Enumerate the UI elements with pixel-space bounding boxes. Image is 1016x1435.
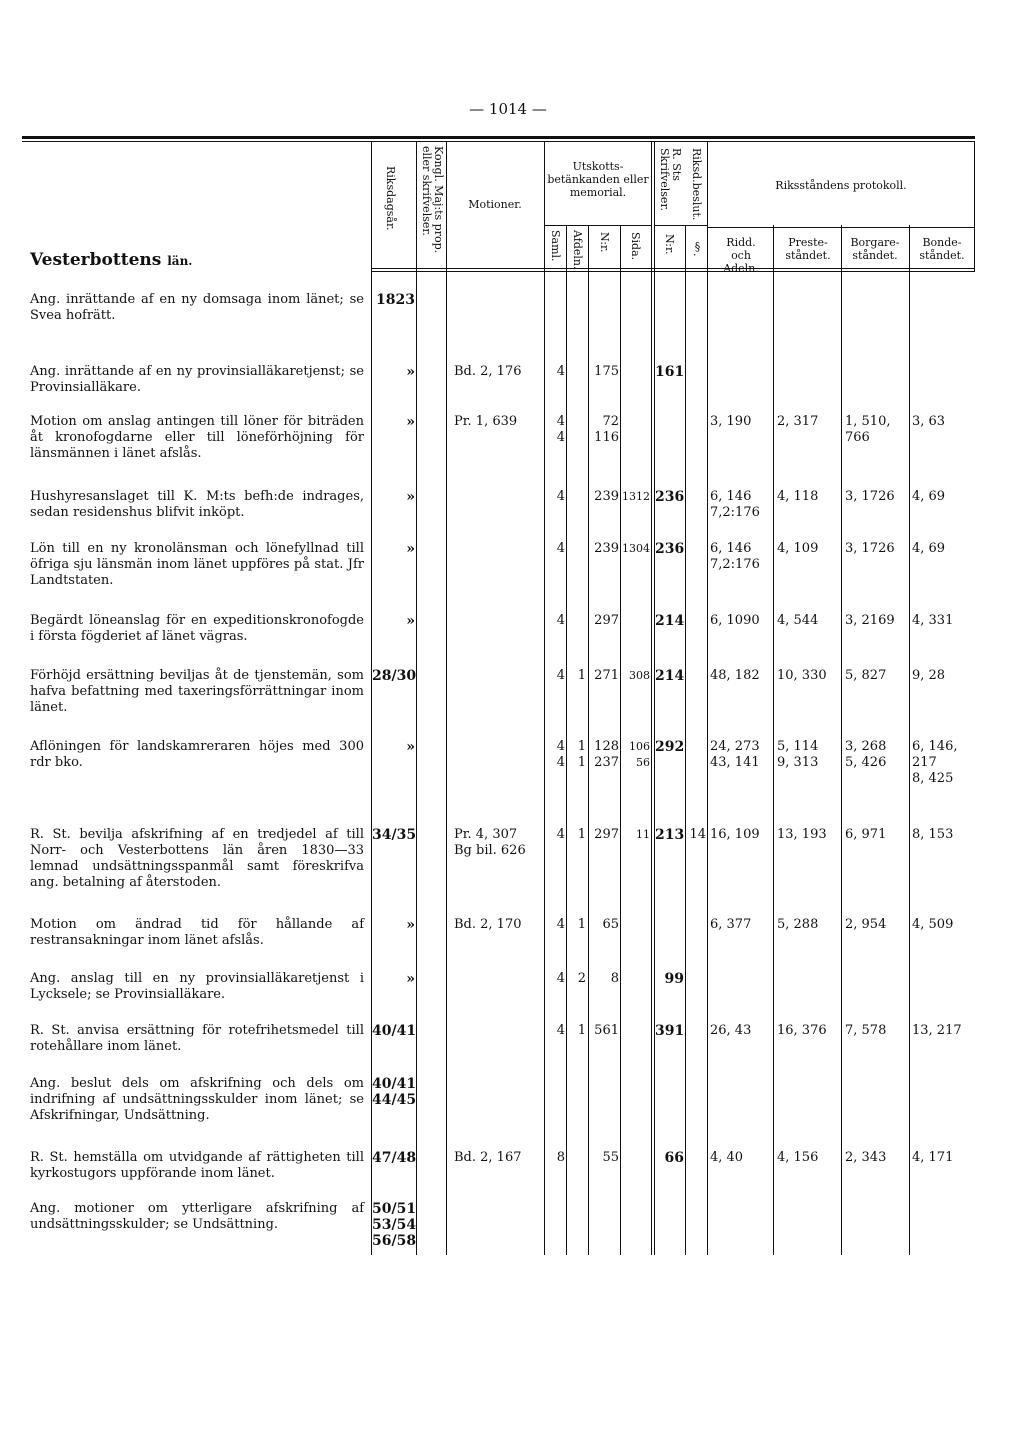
cell-bonde: 4, 171 xyxy=(912,1150,954,1165)
header-saml: Saml. xyxy=(549,230,562,262)
subheader-rule xyxy=(654,225,707,226)
col-line xyxy=(446,142,447,1255)
cell-preste: 4, 156 xyxy=(777,1150,819,1165)
section-suffix: län. xyxy=(167,254,193,268)
cell-preste: 10, 330 xyxy=(777,668,827,683)
cell-sida: 1312 xyxy=(622,490,650,503)
cell-ridd: 6, 146 7,2:176 xyxy=(710,541,760,572)
col-line xyxy=(707,142,708,1255)
cell-sida: 1304 xyxy=(622,542,650,555)
cell-nr: 297 xyxy=(594,613,619,628)
header-bottom-rule xyxy=(371,268,975,269)
cell-nr: 128 237 xyxy=(594,739,619,770)
cell-year: » xyxy=(406,364,415,380)
cell-bonde: 9, 28 xyxy=(912,668,946,683)
header-sida: Sida. xyxy=(629,232,642,261)
cell-saml: 4 xyxy=(556,489,565,504)
cell-saml: 4 xyxy=(556,971,565,986)
cell-rsts: 236 xyxy=(655,489,685,505)
row-description: R. St. bevilja afskrifning af en tredjedel af till Norr- och Vesterbottens län åren 1830—33 lemnad undsättningsspanmål samt föreskrifva ang. betalning af återstoden. xyxy=(30,827,364,890)
cell-bonde: 13, 217 xyxy=(912,1023,962,1038)
cell-ridd: 26, 43 xyxy=(710,1023,752,1038)
cell-afd: 1 1 xyxy=(577,739,586,770)
cell-preste: 5, 288 xyxy=(777,917,819,932)
cell-nr: 561 xyxy=(594,1023,619,1038)
subheader-rule xyxy=(707,227,975,228)
header-rsts-nr: N:r. xyxy=(663,234,676,255)
row-description: R. St. anvisa ersättning för rotefrihetsmedel till rotehållare inom länet. xyxy=(30,1023,364,1054)
cell-sida: 11 xyxy=(636,828,650,841)
cell-borgare: 7, 578 xyxy=(845,1023,887,1038)
cell-saml: 4 4 xyxy=(556,414,565,445)
cell-bonde: 8, 153 xyxy=(912,827,954,842)
header-rsts: R. Sts Skrifvelser. xyxy=(658,148,683,211)
subheader-rule xyxy=(544,225,651,226)
top-rule-thick xyxy=(22,136,975,139)
cell-saml: 4 xyxy=(556,364,565,379)
cell-preste: 16, 376 xyxy=(777,1023,827,1038)
header-riksdagsar: Riksdagsår. xyxy=(384,166,397,231)
page-number: — 1014 — xyxy=(469,100,547,118)
cell-nr: 55 xyxy=(602,1150,619,1165)
cell-bonde: 4, 69 xyxy=(912,489,946,504)
cell-nr: 297 xyxy=(594,827,619,842)
cell-afd: 1 xyxy=(577,917,586,932)
cell-year: 34/35 xyxy=(372,827,417,843)
cell-preste: 4, 544 xyxy=(777,613,819,628)
col-line xyxy=(654,142,655,1255)
header-ridd: Ridd. och Adeln. xyxy=(723,236,759,275)
header-nr: N:r. xyxy=(598,232,611,253)
cell-motion: Bd. 2, 176 xyxy=(454,364,522,379)
cell-ridd: 24, 273 43, 141 xyxy=(710,739,760,770)
cell-afd: 1 xyxy=(577,668,586,683)
header-paragraph: §. xyxy=(691,240,704,257)
cell-bonde: 4, 331 xyxy=(912,613,954,628)
cell-year: » xyxy=(406,971,415,987)
col-line xyxy=(651,142,652,1255)
cell-preste: 13, 193 xyxy=(777,827,827,842)
row-description: Ang. motioner om ytterligare afskrifning af undsättningsskulder; se Undsättning. xyxy=(30,1201,364,1232)
cell-rsts: 66 xyxy=(664,1150,684,1166)
cell-sida: 308 xyxy=(629,669,650,682)
header-riksd-beslut: Riksd.beslut. xyxy=(690,148,703,221)
col-line xyxy=(909,225,910,1255)
row-description: Ang. beslut dels om afskrifning och dels om indrifning af undsättningsskulder inom länet; se Afskrifningar, Undsättning. xyxy=(30,1076,364,1123)
cell-preste: 5, 114 9, 313 xyxy=(777,739,819,770)
row-description: Ang. inrättande af en ny provinsialläkaretjenst; se Provinsialläkare. xyxy=(30,364,364,395)
cell-afd: 1 xyxy=(577,827,586,842)
cell-borgare: 3, 2169 xyxy=(845,613,895,628)
cell-year: 50/51 53/54 56/58 xyxy=(372,1201,417,1249)
cell-rsts: 213 xyxy=(655,827,685,843)
cell-rsts: 236 xyxy=(655,541,685,557)
cell-rsts: 292 xyxy=(655,739,685,755)
cell-nr: 239 xyxy=(594,489,619,504)
cell-year: » xyxy=(406,414,415,430)
row-description: Hushyresanslaget till K. M:ts befh:de indrages, sedan residenshus blifvit inköpt. xyxy=(30,489,364,520)
cell-nr: 8 xyxy=(610,971,619,986)
cell-bonde: 3, 63 xyxy=(912,414,946,429)
cell-saml: 4 4 xyxy=(556,739,565,770)
cell-borgare: 3, 1726 xyxy=(845,489,895,504)
col-line xyxy=(544,142,545,1255)
cell-afd: 2 xyxy=(577,971,586,986)
cell-ridd: 4, 40 xyxy=(710,1150,744,1165)
section-name: Vesterbottens xyxy=(30,250,162,270)
cell-saml: 4 xyxy=(556,668,565,683)
cell-borgare: 1, 510, 766 xyxy=(845,414,891,445)
cell-year: 40/41 44/45 xyxy=(372,1076,417,1108)
header-motioner: Motioner. xyxy=(468,198,522,211)
cell-borgare: 6, 971 xyxy=(845,827,887,842)
cell-borgare: 5, 827 xyxy=(845,668,887,683)
cell-year: 47/48 xyxy=(372,1150,417,1166)
header-preste: Preste- ståndet. xyxy=(785,236,831,262)
cell-motion: Bd. 2, 167 xyxy=(454,1150,522,1165)
header-bottom-rule xyxy=(371,271,975,272)
row-description: Ang. inrättande af en ny domsaga inom länet; se Svea hofrätt. xyxy=(30,292,364,323)
cell-nr: 65 xyxy=(602,917,619,932)
cell-year: 40/41 xyxy=(372,1023,417,1039)
cell-saml: 4 xyxy=(556,613,565,628)
row-description: Motion om anslag antingen till löner för biträden åt kronofogdarne eller till löneförhöjning för länsmännen i länet afslås. xyxy=(30,414,364,461)
col-line xyxy=(841,225,842,1255)
cell-motion: Pr. 4, 307 Bg bil. 626 xyxy=(454,827,526,858)
cell-year: » xyxy=(406,489,415,505)
col-line xyxy=(773,225,774,1255)
header-kongl: Kongl. Maj:ts prop. eller skrifvelser. xyxy=(420,146,445,254)
cell-ridd: 6, 1090 xyxy=(710,613,760,628)
cell-ridd: 16, 109 xyxy=(710,827,760,842)
cell-preste: 4, 118 xyxy=(777,489,819,504)
cell-bonde: 6, 146, 217 8, 425 xyxy=(912,739,958,786)
cell-rsts: 99 xyxy=(664,971,684,987)
col-line xyxy=(685,225,686,1255)
header-protokoll: Riksståndens protokoll. xyxy=(775,179,907,192)
cell-bonde: 4, 69 xyxy=(912,541,946,556)
cell-borgare: 3, 1726 xyxy=(845,541,895,556)
cell-bonde: 4, 509 xyxy=(912,917,954,932)
section-title xyxy=(30,250,193,270)
cell-year: » xyxy=(406,613,415,629)
row-description: Lön till en ny kronolänsman och lönefyllnad till öfriga sju länsmän inom länet uppföres på stat. Jfr Landtstaten. xyxy=(30,541,364,588)
cell-year: » xyxy=(406,739,415,755)
row-description: Förhöjd ersättning beviljas åt de tjenstemän, som hafva befattning med taxeringsförrättningar inom länet. xyxy=(30,668,364,715)
cell-nr: 239 xyxy=(594,541,619,556)
cell-year: 1823 xyxy=(376,292,415,308)
cell-nr: 72 116 xyxy=(594,414,619,445)
cell-preste: 4, 109 xyxy=(777,541,819,556)
cell-preste: 2, 317 xyxy=(777,414,819,429)
row-description: Ang. anslag till en ny provinsialläkaretjenst i Lycksele; se Provinsialläkare. xyxy=(30,971,364,1002)
header-utskotts: Utskotts- betänkanden eller memorial. xyxy=(547,160,649,199)
row-description: Motion om ändrad tid för hållande af restransakningar inom länet afslås. xyxy=(30,917,364,948)
cell-motion: Bd. 2, 170 xyxy=(454,917,522,932)
cell-ridd: 6, 146 7,2:176 xyxy=(710,489,760,520)
col-line xyxy=(974,142,975,272)
cell-motion: Pr. 1, 639 xyxy=(454,414,518,429)
cell-rsts: 391 xyxy=(655,1023,685,1039)
cell-borgare: 3, 268 5, 426 xyxy=(845,739,887,770)
cell-sida: 106 56 xyxy=(629,740,650,769)
cell-nr: 271 xyxy=(594,668,619,683)
header-bonde: Bonde- ståndet. xyxy=(919,236,965,262)
cell-borgare: 2, 343 xyxy=(845,1150,887,1165)
cell-saml: 4 xyxy=(556,1023,565,1038)
col-line xyxy=(416,142,417,1255)
row-description: Aflöningen för landskamreraren höjes med 300 rdr bko. xyxy=(30,739,364,770)
cell-year: » xyxy=(406,541,415,557)
cell-year: » xyxy=(406,917,415,933)
cell-rsts: 214 xyxy=(655,668,685,684)
cell-ridd: 6, 377 xyxy=(710,917,752,932)
cell-saml: 4 xyxy=(556,917,565,932)
row-description: R. St. hemställa om utvidgande af rättigheten till kyrkostugors uppförande inom länet. xyxy=(30,1150,364,1181)
cell-saml: 8 xyxy=(556,1150,565,1165)
cell-rsts: 161 xyxy=(655,364,685,380)
cell-afd: 1 xyxy=(577,1023,586,1038)
top-rule-thin xyxy=(22,141,975,142)
row-description: Begärdt löneanslag för en expeditionskronofogde i första fögderiet af länet vägras. xyxy=(30,613,364,644)
cell-rsts: 214 xyxy=(655,613,685,629)
cell-year: 28/30 xyxy=(372,668,417,684)
cell-borgare: 2, 954 xyxy=(845,917,887,932)
cell-ridd: 48, 182 xyxy=(710,668,760,683)
cell-s: 14 xyxy=(689,827,706,842)
cell-nr: 175 xyxy=(594,364,619,379)
cell-saml: 4 xyxy=(556,541,565,556)
cell-saml: 4 xyxy=(556,827,565,842)
header-afdeln: Afdeln. xyxy=(571,230,584,270)
header-borgare: Borgare- ståndet. xyxy=(850,236,900,262)
cell-ridd: 3, 190 xyxy=(710,414,752,429)
